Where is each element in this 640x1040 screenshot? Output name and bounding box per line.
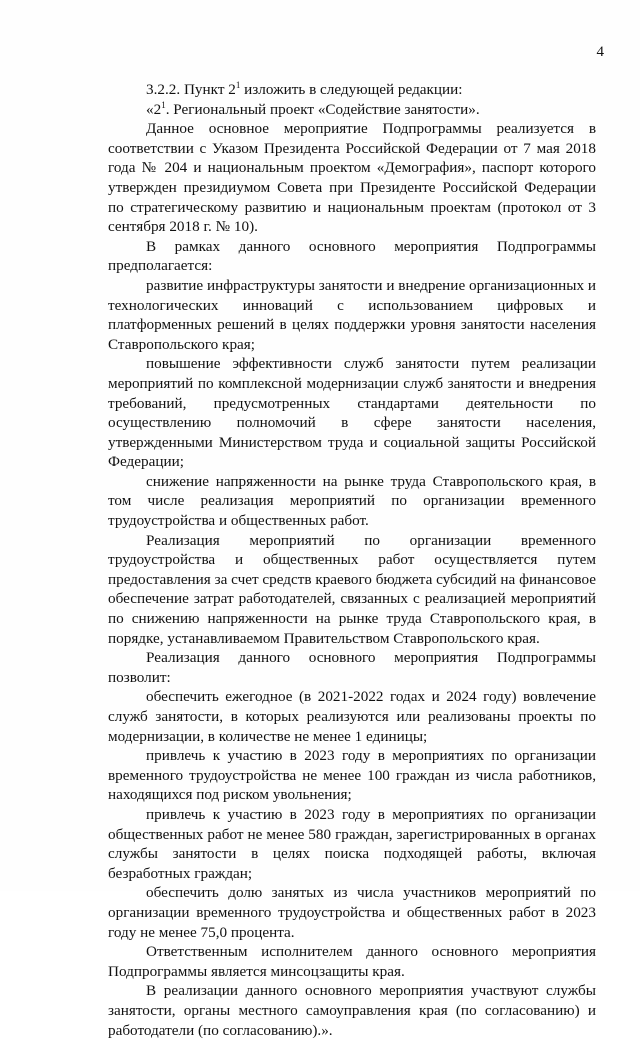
- paragraph-participants: В реализации данного основного мероприятия участвуют службы занятости, органы местного самоуправления края (по согласованию) и работодатели (по согласованию).».: [108, 982, 596, 1039]
- paragraph-result-employed-share: обеспечить долю занятых из числа участников мероприятий по организации временного трудоустройства и общественных работ в 2023 году не менее 75,0 процента.: [108, 884, 596, 941]
- paragraph-result-public-works: привлечь к участию в 2023 году в мероприятиях по организации общественных работ не менее 580 граждан, зарегистрированных в органах службы занятости в целях поиска подходящей работы, включая безработных граждан;: [108, 805, 596, 882]
- project-title-suffix: . Региональный проект «Содействие занятости».: [165, 100, 480, 118]
- section-heading-prefix: 3.2.2. Пункт 2: [146, 81, 236, 98]
- project-title-superscript: 1: [161, 99, 166, 110]
- paragraph-labor-market: снижение напряженности на рынке труда Ставропольского края, в том числе реализация мероприятий по организации временного трудоустройства и общественных работ.: [108, 472, 596, 530]
- section-heading: [108, 80, 596, 100]
- paragraph-responsible-executor: Ответственным исполнителем данного основного мероприятия Подпрограммы является минсоцзащиты края.: [108, 943, 596, 980]
- paragraph-infrastructure: развитие инфраструктуры занятости и внедрение организационных и технологических инноваций с использованием цифровых и платформенных решений в целях поддержки уровня занятости населения Ставропольского края;: [108, 276, 596, 353]
- project-title-prefix: «2: [146, 100, 162, 118]
- project-title: [108, 100, 596, 120]
- paragraph-result-modernization: обеспечить ежегодное (в 2021-2022 годах и 2024 году) вовлечение служб занятости, в которых реализуются или реализованы проекты по модернизации, в количестве не менее 1 единицы;: [108, 688, 596, 745]
- paragraph-planned-intro: В рамках данного основного мероприятия Подпрограммы предполагается:: [108, 237, 596, 275]
- paragraph-results-intro: Реализация данного основного мероприятия Подпрограммы позволит:: [108, 649, 596, 686]
- section-heading-superscript: 1: [235, 79, 241, 90]
- page-number: 4: [596, 44, 604, 60]
- paragraph-efficiency: повышение эффективности служб занятости путем реализации мероприятий по комплексной модернизации служб занятости и внедрения требований, предусмотренных стандартами деятельности по осуществлению полномочий в сфере занятости населения, утвержденными Министерством труда и социальной защиты Российской Федерации;: [108, 355, 596, 471]
- paragraph-result-temporary-employment: привлечь к участию в 2023 году в мероприятиях по организации временного трудоустройства не менее 100 граждан из числа работников, находящихся под риском увольнения;: [108, 747, 596, 804]
- paragraph-basis: Данное основное мероприятие Подпрограммы реализуется в соответствии с Указом Президента Российской Федерации от 7 мая 2018 года № 204 и национальным проектом «Демография», паспорт которого утвержден президиумом Совета при Президенте Российской Федерации по стратегическому развитию и национальным проектам (протокол от 3 сентября 2018 г. № 10).: [108, 120, 596, 236]
- paragraph-subsidies: Реализация мероприятий по организации временного трудоустройства и общественных работ осуществляется путем предоставления за счет средств краевого бюджета субсидий на финансовое обеспечение затрат работодателей, связанных с реализацией мероприятий по снижению напряженности на рынке труда Ставропольского края, в порядке, устанавливаемом Правительством Ставропольского края.: [108, 531, 596, 647]
- document-body: [108, 80, 596, 1040]
- section-heading-suffix: изложить в следующей редакции:: [240, 81, 463, 98]
